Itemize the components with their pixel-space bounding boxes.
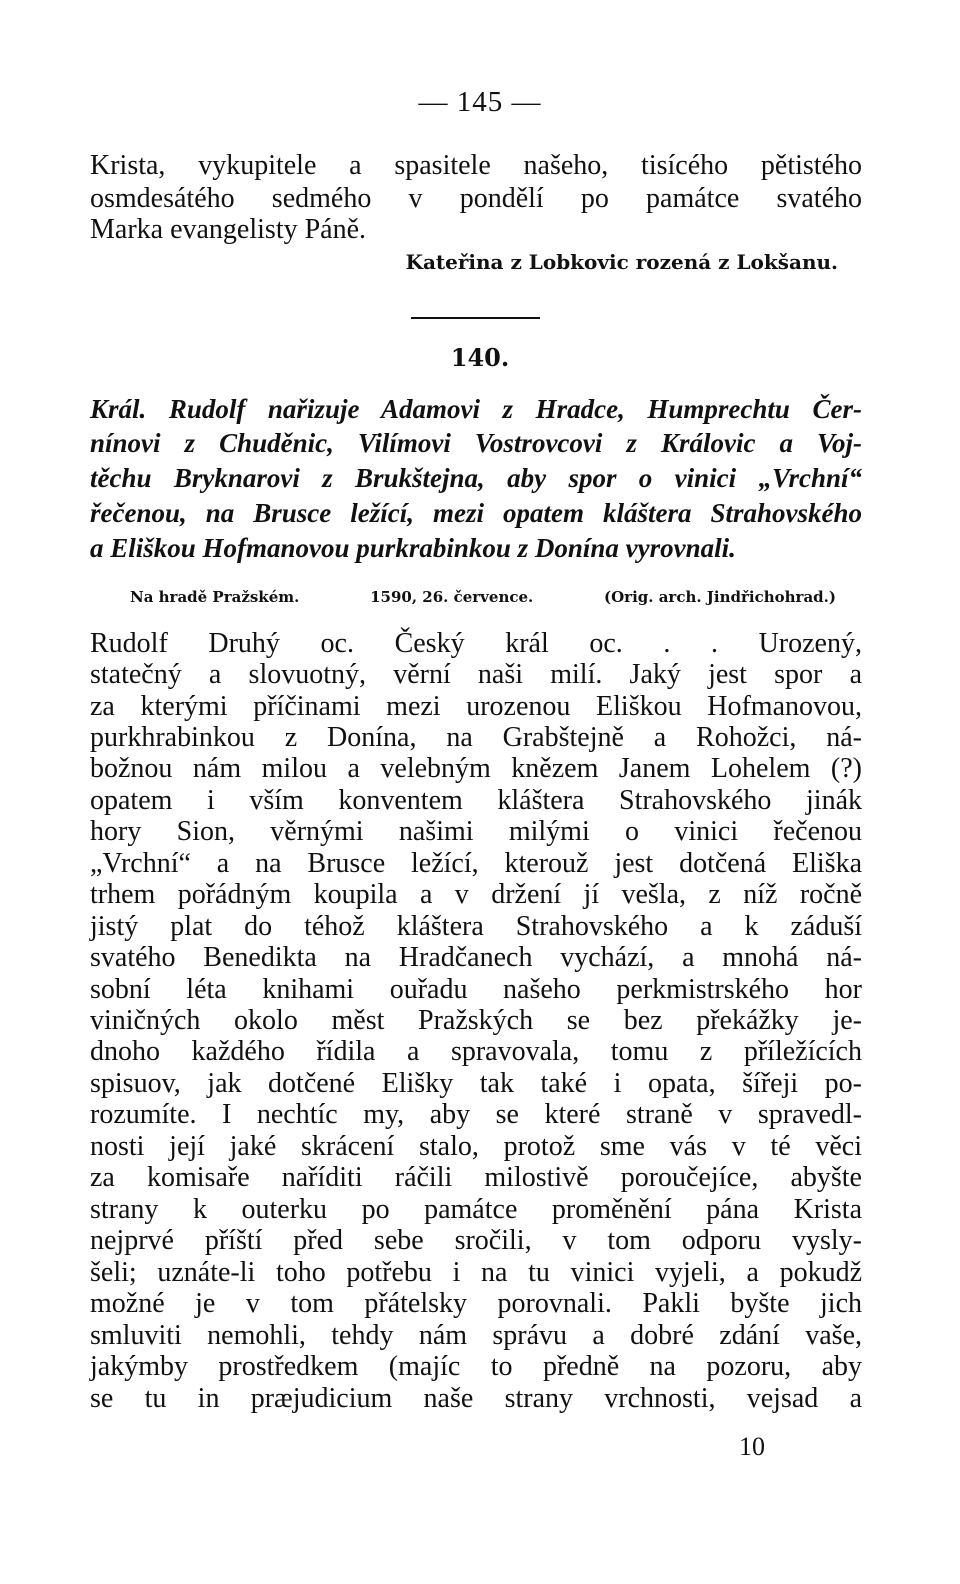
signature-mark: 10: [739, 1432, 765, 1461]
body-line: strany k outerku po památce proměnění pána Krista: [90, 1194, 862, 1225]
body-line: Rudolf Druhý oc. Český král oc. . . Urozený,: [90, 628, 862, 659]
body-line: jistý plat do téhož kláštera Strahovského a k záduší: [90, 911, 862, 942]
body-line: za kterými příčinami mezi urozenou Eliškou Hofmanovou,: [90, 691, 862, 722]
regest-line: těchu Bryknarovi z Brukštejna, aby spor o vinici „Vrchní“: [90, 463, 862, 493]
body-line: se tu in præjudicium naše strany vrchnosti, vejsad a: [90, 1383, 862, 1414]
body-line: šeli; uznáte-li toho potřebu i na tu vinici vyjeli, a pokudž: [90, 1257, 862, 1288]
body-line: spisuov, jak dotčené Elišky tak také i opata, šířeji po-: [90, 1068, 862, 1099]
body-line: svatého Benedikta na Hradčanech vychází, a mnohá ná-: [90, 942, 862, 973]
body-line: jakýmby prostředkem (majíc to předně na pozoru, aby: [90, 1351, 862, 1382]
body-line: nejprvé příští před sebe sročili, v tom odporu vysly-: [90, 1225, 862, 1256]
body-line: za komisaře naříditi ráčili milostivě poroučejíce, abyšte: [90, 1162, 862, 1193]
page-number: — 145 —: [418, 86, 542, 118]
body-line: možné je v tom přátelsky porovnali. Pakli byšte jich: [90, 1288, 862, 1319]
document-number: 140.: [450, 343, 510, 372]
body-line: sobní léta knihami ouřadu našeho perkmistrského hor: [90, 974, 862, 1005]
body-line: viničných okolo měst Pražských se bez překážky je-: [90, 1005, 862, 1036]
section-divider: [411, 317, 540, 319]
body-line: trhem pořádným koupila a v držení jí vešla, z níž ročně: [90, 879, 862, 910]
body-line: smluviti nemohli, tehdy nám správu a dobré zdání vaše,: [90, 1320, 862, 1351]
body-line: opatem i vším konventem kláštera Strahovského jinák: [90, 785, 862, 816]
dateline: [130, 588, 836, 606]
signature: Kateřina z Lobkovic rozená z Lokšanu.: [405, 250, 838, 274]
body-line: purkhrabinkou z Donína, na Grabštejně a Rohožci, ná-: [90, 722, 862, 753]
dateline-place: Na hradě Pražském.: [130, 588, 300, 606]
body-line: hory Sion, věrnými našimi milými o vinici řečenou: [90, 816, 862, 847]
dateline-date: 1590, 26. července.: [370, 588, 534, 606]
body-line: božnou nám milou a velebným knězem Janem Lohelem (?): [90, 753, 862, 784]
intro-line: Marka evangelisty Páně.: [90, 214, 367, 245]
intro-line: osmdesátého sedmého v pondělí po památce svatého: [90, 183, 862, 214]
body-line: statečný a slovuotný, věrní naši milí. Jaký jest spor a: [90, 659, 862, 690]
body-line: „Vrchní“ a na Brusce ležící, kterouž jest dotčená Eliška: [90, 848, 862, 879]
regest-line: a Eliškou Hofmanovou purkrabinkou z Donína vyrovnali.: [90, 533, 736, 563]
body-line: rozumíte. I nechtíc my, aby se které straně v spravedl-: [90, 1099, 862, 1130]
intro-line: Krista, vykupitele a spasitele našeho, tisícého pětistého: [90, 150, 862, 181]
regest-line: řečenou, na Brusce ležící, mezi opatem kláštera Strahovského: [90, 498, 862, 528]
regest-line: Král. Rudolf nařizuje Adamovi z Hradce, Humprechtu Čer-: [90, 394, 862, 424]
dateline-source: (Orig. arch. Jindřichohrad.): [604, 588, 836, 606]
regest-line: nínovi z Chuděnic, Vilímovi Vostrovcovi z Královic a Voj-: [90, 428, 862, 458]
body-line: nosti její jaké skrácení stalo, protož sme vás v té věci: [90, 1131, 862, 1162]
body-line: dnoho každého řídila a spravovala, tomu z příležících: [90, 1036, 862, 1067]
